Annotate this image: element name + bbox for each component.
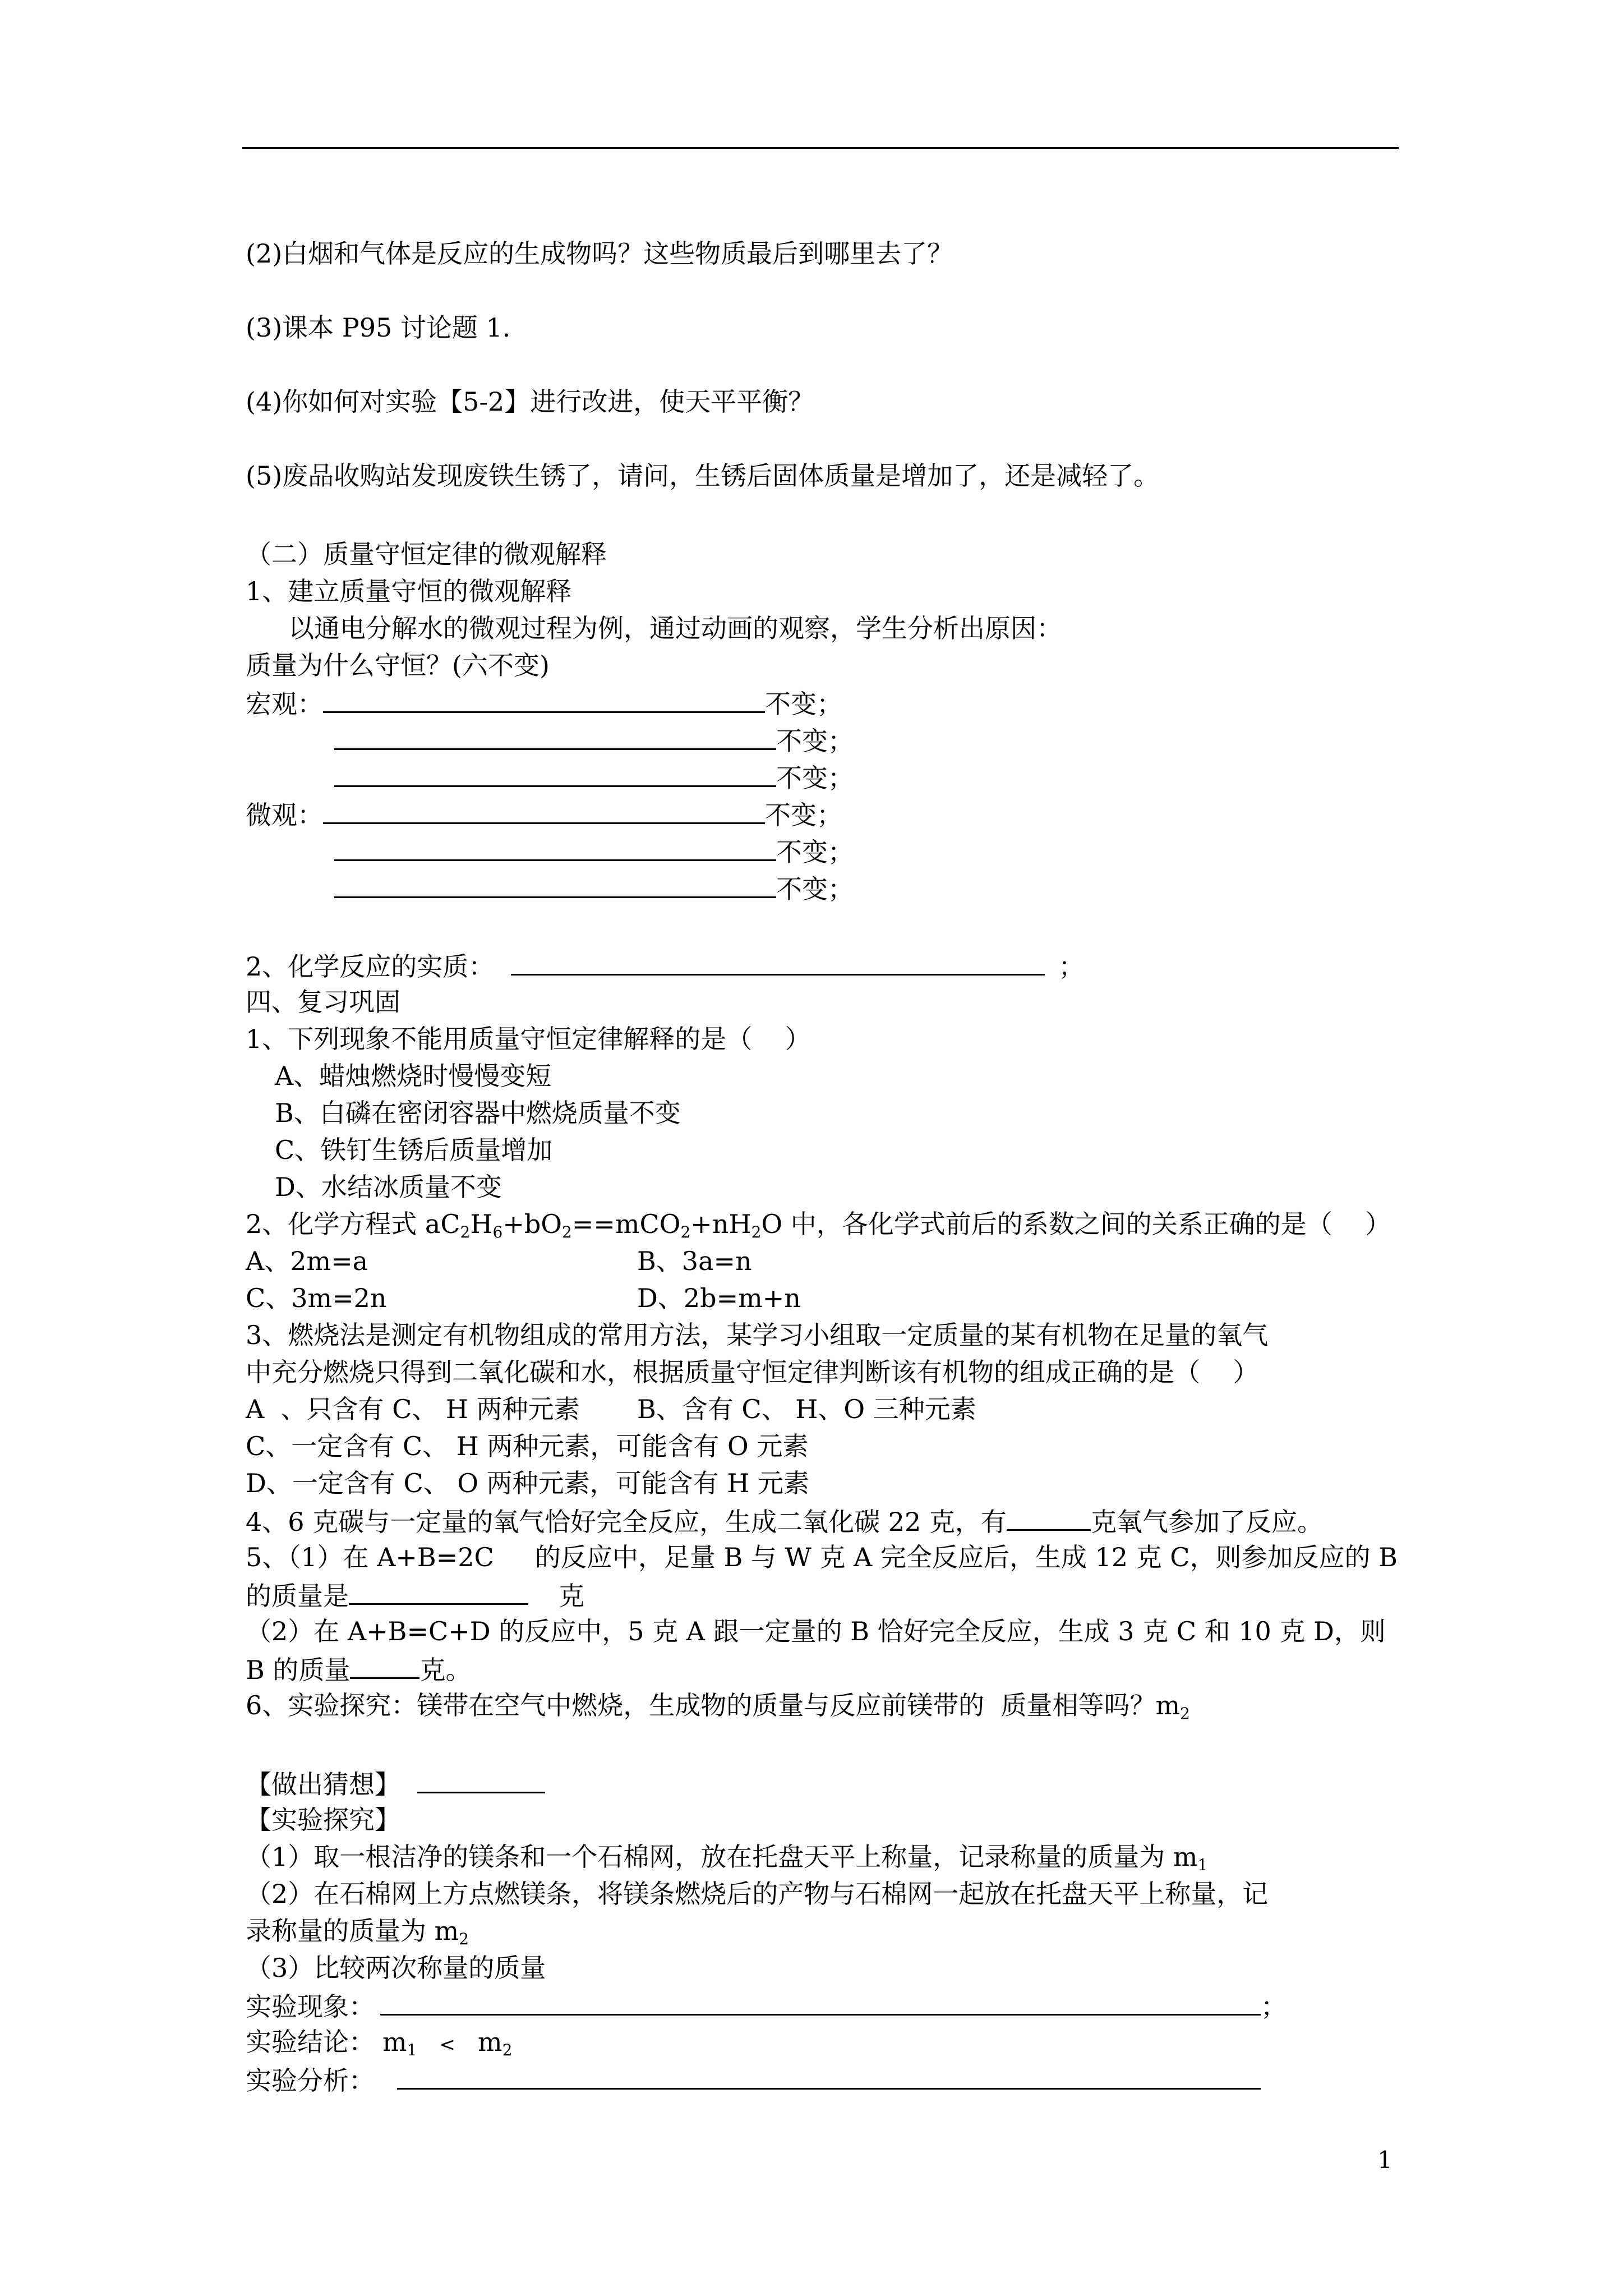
- phenomenon-blank[interactable]: [380, 1989, 1261, 2016]
- review-q2-option-c: C、3m=2n: [246, 1283, 387, 1313]
- phenomenon-row: 实验现象： ；: [246, 1989, 1287, 2022]
- discussion-q2: (2)白烟和气体是反应的生成物吗？这些物质最后到哪里去了？: [246, 238, 953, 269]
- micro-blank-2[interactable]: [334, 835, 776, 861]
- micro-label: 微观：: [246, 800, 323, 830]
- explore-step-3: （3）比较两次称量的质量: [246, 1953, 546, 1983]
- unchanged-text: 不变；: [776, 837, 854, 867]
- review-q4: 4、6 克碳与一定量的氧气恰好完全反应，生成二氧化碳 22 克，有 克氧气参加了反应。: [246, 1504, 1323, 1538]
- review-q1-option-b: B、白磷在密闭容器中燃烧质量不变: [275, 1098, 681, 1128]
- review-q2-option-d: D、2b=m+n: [637, 1283, 801, 1313]
- review-q6-stem: 6、实验探究：镁带在空气中燃烧，生成物的质量与反应前镁带的 质量相等吗？$m_2$: [246, 1690, 1190, 1723]
- review-q5-part2-line1: （2）在 A+B=C+D 的反应中，5 克 A 跟一定量的 B 恰好完全反应，生成 3 克 C 和 10 克 D，则: [246, 1616, 1386, 1646]
- guess-blank[interactable]: [417, 1767, 545, 1793]
- analysis-row: 实验分析：: [246, 2063, 1261, 2096]
- unchanged-text: 不变；: [776, 763, 854, 793]
- explore-step-1: （1）取一根洁净的镁条和一个石棉网，放在托盘天平上称量，记录称量的质量为 $m_1$: [246, 1842, 1208, 1874]
- unchanged-text: 不变；: [776, 874, 854, 904]
- macro-blank-3[interactable]: [334, 761, 776, 787]
- discussion-q3: (3)课本 P95 讨论题 1.: [246, 312, 511, 343]
- macro-blank-1[interactable]: [323, 687, 765, 713]
- macro-row-2: [334, 724, 854, 757]
- review-q1-option-d: D、水结冰质量不变: [275, 1172, 502, 1202]
- analysis-blank[interactable]: [397, 2063, 1261, 2090]
- review-q5-part1-line1: 5、（1）在 A+B=2C 的反应中，足量 B 与 W 克 A 完全反应后，生成 12 克 C，则参加反应的 B: [246, 1542, 1398, 1572]
- micro-row-3: [334, 872, 854, 905]
- micro-heading: （二）质量守恒定律的微观解释: [246, 539, 607, 569]
- header-rule: [242, 147, 1399, 149]
- unchanged-text: 不变；: [765, 689, 842, 719]
- discussion-q4: (4)你如何对实验【5-2】进行改进，使天平平衡？: [246, 386, 814, 417]
- unchanged-text: 不变；: [765, 800, 842, 830]
- micro-sub1: 1、建立质量守恒的微观解释: [246, 576, 572, 606]
- micro-blank-1[interactable]: [323, 798, 765, 824]
- review-q1-option-c: C、铁钉生锈后质量增加: [275, 1135, 553, 1165]
- unchanged-text: 不变；: [776, 726, 854, 756]
- explore-heading: 【实验探究】: [246, 1805, 400, 1835]
- review-q3-stem-line1: 3、燃烧法是测定有机物组成的常用方法，某学习小组取一定质量的某有机物在足量的氧气: [246, 1320, 1269, 1350]
- conclusion-row: 实验结论： $m_1 < m_2$: [246, 2027, 513, 2059]
- micro-intro: 以通电分解水的微观过程为例，通过动画的观察，学生分析出原因：: [288, 613, 1062, 643]
- micro-row-2: [334, 835, 854, 868]
- micro-why: 质量为什么守恒？(六不变): [246, 650, 550, 680]
- review-q2-option-b: B、3a=n: [637, 1246, 752, 1276]
- macro-row-3: [334, 761, 854, 794]
- macro-row-1: [246, 687, 842, 720]
- review-q2-option-a: A、2m=a: [246, 1246, 368, 1276]
- essence-label: 2、化学反应的实质：: [246, 951, 495, 982]
- review-q3-option-b: B、含有 C、 H、O 三种元素: [637, 1394, 976, 1424]
- page-number: 1: [1377, 2146, 1393, 2174]
- review-q1-option-a: A、蜡烛燃烧时慢慢变短: [275, 1061, 552, 1091]
- q5-blank-2[interactable]: [350, 1653, 419, 1679]
- review-q5-part1-line2: 的质量是 克: [246, 1579, 584, 1612]
- macro-label: 宏观：: [246, 689, 323, 719]
- discussion-q5: (5)废品收购站发现废铁生锈了，请问，生锈后固体质量是增加了，还是减轻了。: [246, 461, 1160, 491]
- essence-row: 2、化学反应的实质： ；: [246, 949, 1084, 982]
- essence-blank[interactable]: [511, 949, 1045, 976]
- review-q2-stem: 2、化学方程式 $aC_2H_6+bO_2==mCO_2+nH_2O$ 中，各化学式前后的系数之间的关系正确的是（ ）: [246, 1209, 1391, 1241]
- micro-blank-3[interactable]: [334, 872, 776, 898]
- micro-row-1: [246, 798, 842, 831]
- review-q5-part2-line2: B 的质量 克。: [246, 1653, 471, 1686]
- review-q1-stem: 1、下列现象不能用质量守恒定律解释的是（ ）: [246, 1024, 811, 1054]
- review-heading: 四、复习巩固: [246, 987, 400, 1017]
- explore-step-2-line1: （2）在石棉网上方点燃镁条，将镁条燃烧后的产物与石棉网一起放在托盘天平上称量，记: [246, 1879, 1269, 1909]
- explore-step-2-line2: 录称量的质量为 $m_2$: [246, 1916, 469, 1948]
- review-q3-option-d: D、一定含有 C、 O 两种元素，可能含有 H 元素: [246, 1468, 810, 1498]
- macro-blank-2[interactable]: [334, 724, 776, 750]
- guess-row: 【做出猜想】: [246, 1767, 545, 1800]
- review-q3-option-a: A 、只含有 C、 H 两种元素: [246, 1394, 580, 1424]
- q5-blank-1[interactable]: [349, 1579, 528, 1605]
- review-q3-stem-line2: 中充分燃烧只得到二氧化碳和水，根据质量守恒定律判断该有机物的组成正确的是（ ）: [246, 1357, 1259, 1387]
- review-q3-option-c: C、一定含有 C、 H 两种元素，可能含有 O 元素: [246, 1431, 809, 1461]
- q4-blank[interactable]: [1007, 1504, 1091, 1531]
